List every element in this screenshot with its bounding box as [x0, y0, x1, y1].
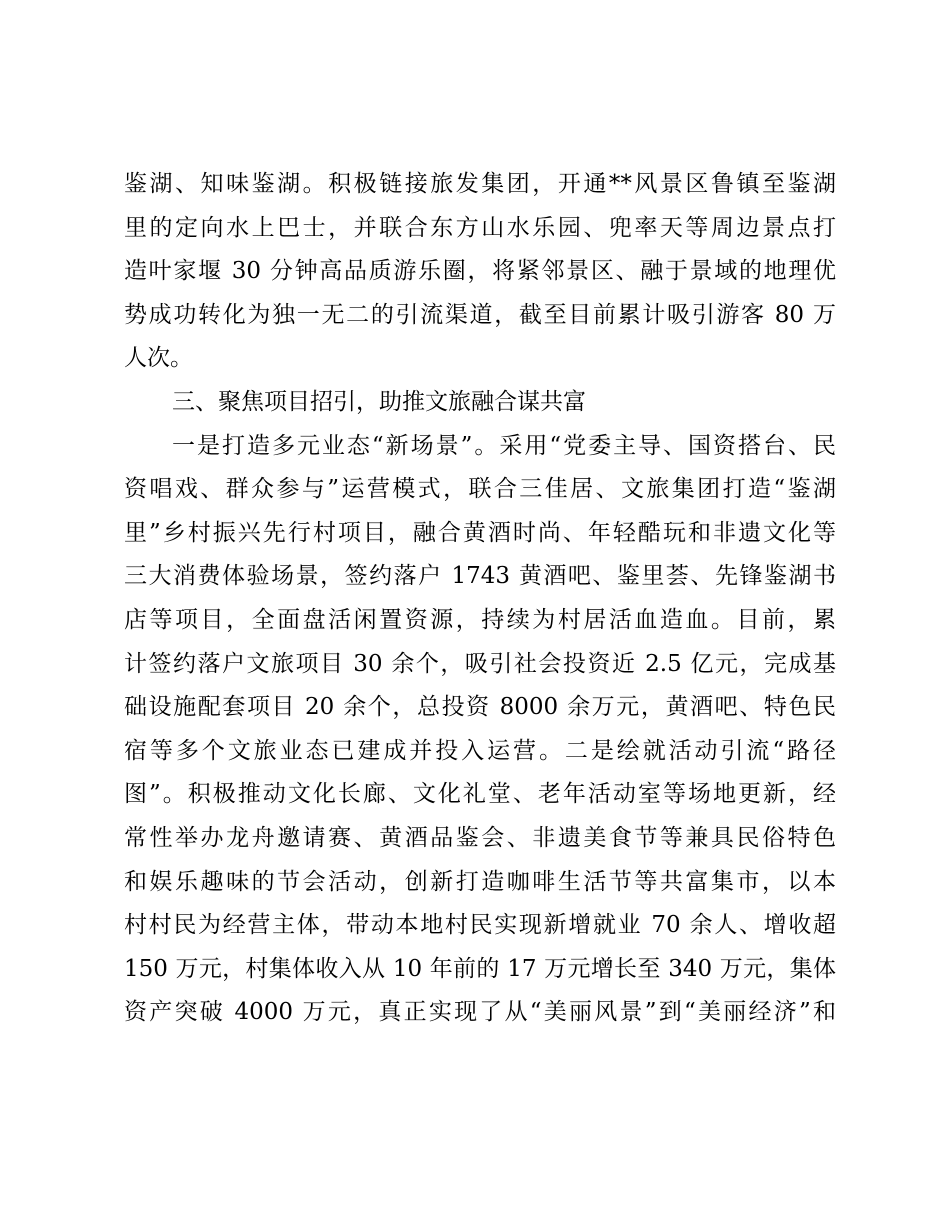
- document-body: [124, 163, 836, 1035]
- text-line: 计签约落户文旅项目 30 余个，吸引社会投资近 2.5 亿元，完成基: [124, 650, 836, 677]
- text-line: 人次。: [124, 345, 193, 372]
- heading-line: 三、聚焦项目招引，助推文旅融合谋共富: [172, 388, 586, 415]
- text-line: 里的定向水上巴士，并联合东方山水乐园、兜率天等周边景点打: [124, 214, 836, 241]
- text-line: 和娱乐趣味的节会活动，创新打造咖啡生活节等共富集市，以本: [124, 868, 836, 895]
- text-line: 造叶家堰 30 分钟高品质游乐圈，将紧邻景区、融于景域的地理优: [124, 258, 836, 285]
- text-line: 鉴湖、知味鉴湖。积极链接旅发集团，开通**风景区鲁镇至鉴湖: [124, 171, 836, 197]
- text-line: 势成功转化为独一无二的引流渠道，截至目前累计吸引游客 80 万: [124, 301, 836, 328]
- text-line: 150 万元，村集体收入从 10 年前的 17 万元增长至 340 万元，集体: [124, 955, 836, 982]
- text-line: 图”。积极推动文化长廊、文化礼堂、老年活动室等场地更新，经: [124, 781, 836, 808]
- paragraph-continuation: [124, 163, 836, 381]
- text-line: 一是打造多元业态“新场景”。采用“党委主导、国资搭台、民: [172, 432, 836, 459]
- text-line: 资产突破 4000 万元，真正实现了从“美丽风景”到“美丽经济”和: [124, 999, 836, 1026]
- text-line: 常性举办龙舟邀请赛、黄酒品鉴会、非遗美食节等兼具民俗特色: [124, 824, 836, 851]
- text-line: 店等项目，全面盘活闲置资源，持续为村居活血造血。目前，累: [124, 606, 836, 633]
- text-line: 资唱戏、群众参与”运营模式，联合三佳居、文旅集团打造“鉴湖: [124, 476, 836, 503]
- text-line: 村村民为经营主体，带动本地村民实现新增就业 70 余人、增收超: [124, 912, 836, 939]
- text-line: 三大消费体验场景，签约落户 1743 黄酒吧、鉴里荟、先锋鉴湖书: [124, 563, 836, 590]
- section-heading: [124, 381, 836, 425]
- text-line: 里”乡村振兴先行村项目，融合黄酒时尚、年轻酷玩和非遗文化等: [124, 519, 836, 546]
- text-line: 宿等多个文旅业态已建成并投入运营。二是绘就活动引流“路径: [124, 737, 836, 764]
- paragraph-body: [124, 425, 836, 1035]
- text-line: 础设施配套项目 20 余个，总投资 8000 余万元，黄酒吧、特色民: [124, 694, 836, 721]
